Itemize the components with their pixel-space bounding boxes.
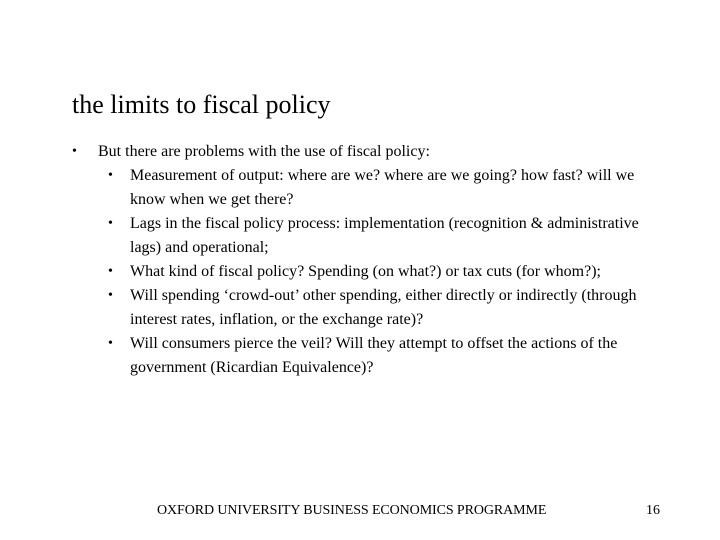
sub-bullet-list bbox=[72, 164, 672, 380]
bullet-icon: • bbox=[72, 144, 77, 159]
sub-bullet-text: Will spending ‘crowd-out’ other spending, either directly or indirectly (through interest rates, inflation, or the exchange rate)? bbox=[130, 287, 637, 328]
sub-bullet-policy-kind bbox=[72, 260, 672, 284]
sub-bullet-measurement bbox=[72, 164, 672, 212]
bullet-icon: • bbox=[108, 168, 113, 183]
sub-bullet-text: Lags in the fiscal policy process: implementation (recognition & administrative lags) and operational; bbox=[130, 215, 639, 256]
main-bullet-point bbox=[72, 140, 672, 164]
slide-footer bbox=[0, 500, 720, 522]
bullet-icon: • bbox=[108, 216, 113, 231]
sub-bullet-lags bbox=[72, 212, 672, 260]
bullet-icon: • bbox=[108, 288, 113, 303]
bullet-icon: • bbox=[108, 336, 113, 351]
sub-bullet-crowd-out bbox=[72, 284, 672, 332]
slide-number: 16 bbox=[646, 503, 660, 518]
footer-organization: OXFORD UNIVERSITY BUSINESS ECONOMICS PROGRAMME bbox=[157, 503, 547, 518]
sub-bullet-text: What kind of fiscal policy? Spending (on what?) or tax cuts (for whom?); bbox=[130, 263, 601, 280]
slide-content bbox=[72, 140, 672, 380]
sub-bullet-ricardian bbox=[72, 332, 672, 380]
slide-title: the limits to fiscal policy bbox=[72, 90, 331, 119]
sub-bullet-text: Will consumers pierce the veil? Will they attempt to offset the actions of the government (Ricardian Equivalence)? bbox=[130, 335, 618, 376]
sub-bullet-text: Measurement of output: where are we? where are we going? how fast? will we know when we get there? bbox=[130, 167, 635, 208]
bullet-icon: • bbox=[108, 264, 113, 279]
main-bullet-text: But there are problems with the use of fiscal policy: bbox=[98, 143, 430, 160]
